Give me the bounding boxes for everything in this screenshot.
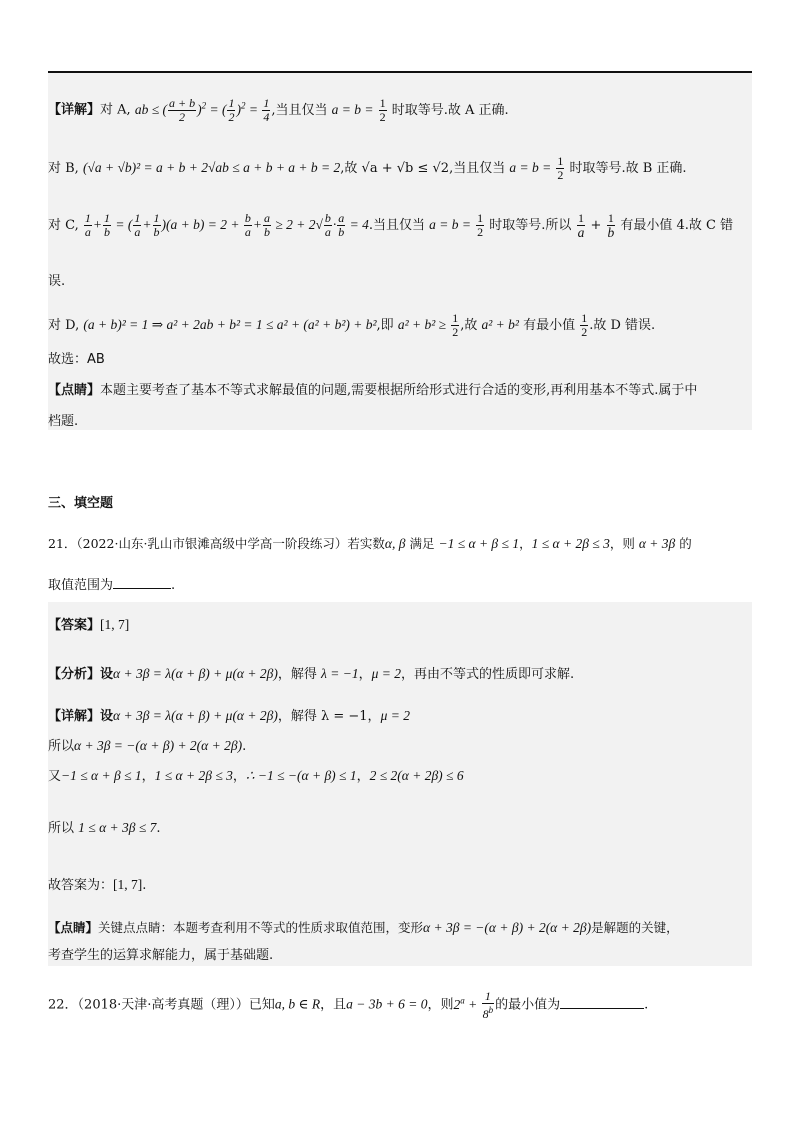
q20-line-c bbox=[48, 212, 733, 239]
also-deriv2: 2 ≤ 2(α + 2β) ≤ 6 bbox=[369, 768, 464, 783]
c-prefix: 对 C, bbox=[48, 218, 79, 233]
final-label: 故答案为： bbox=[48, 878, 114, 893]
comment-line-1 bbox=[48, 381, 697, 401]
also-cond1: −1 ≤ α + β ≤ 1 bbox=[61, 768, 142, 783]
analysis-tag: 【分析】设 bbox=[48, 667, 114, 682]
answer-tag: 【答案】 bbox=[48, 618, 101, 633]
q21-detail-line bbox=[48, 706, 410, 727]
d-suffix: ,即 a² + b² ≥ $\frac{1}{2}$ ,故 a² + b² 有最小值 $\frac{1}{2}$ .故 D 错误. bbox=[376, 311, 656, 339]
so2-label: 所以 bbox=[48, 821, 75, 836]
analysis-tail: ，再由不等式的性质即可求解. bbox=[401, 667, 575, 682]
so2-expression: 1 ≤ α + 3β ≤ 7 bbox=[78, 820, 157, 835]
detail-expression: α + 3β = λ(α + β) + μ(α + 2β) bbox=[113, 708, 278, 723]
a-prefix: 对 A, bbox=[100, 102, 131, 118]
section-title: 三、填空题 bbox=[48, 496, 114, 511]
q22-answer-blank[interactable] bbox=[560, 996, 644, 1009]
q22-then: ，则 bbox=[427, 997, 454, 1013]
so-expression: α + 3β = −(α + β) + 2(α + 2β) bbox=[74, 738, 243, 753]
q22-number: 22． bbox=[48, 997, 78, 1013]
q21-satisfy: 满足 bbox=[409, 536, 435, 551]
c-expression: $\frac{1}{a}$ + $\frac{1}{b}$ = ( $\frac{1}{a}$ + $\frac{1}{b}$ )(a + b) = 2 + $\frac{b}{a}$ + $\frac{a}{b}$ ≥ 2 + 2√ $\frac{b}{a}$ · $\frac{a}{b}$ = 4 bbox=[84, 211, 369, 240]
b-prefix: 对 B, bbox=[48, 161, 79, 176]
detail-solve: ，解得 λ = −1， bbox=[277, 709, 381, 724]
detail-tag: 【详解】 bbox=[48, 102, 101, 118]
q22-and: ，且 bbox=[320, 997, 347, 1013]
q21-of: 的 bbox=[679, 536, 692, 551]
d-prefix: 对 D, bbox=[48, 318, 80, 333]
q22-vars: a, b ∈ R bbox=[274, 996, 321, 1012]
comment-tag-q21: 【点睛】 bbox=[48, 920, 99, 935]
q21-so2-line: 所以 1 ≤ α + 3β ≤ 7. bbox=[48, 820, 161, 836]
c-suffix: .当且仅当 a = b = $\frac{1}{2}$ 时取等号.所以 $\frac{1}{a}$ + $\frac{1}{b}$ 有最小值 4.故 C 错 bbox=[368, 211, 734, 240]
q21-number: 21． bbox=[48, 536, 77, 551]
q21-then: ，则 bbox=[609, 536, 635, 551]
q22-expression: $2^a$ + $\frac{1}{8^b}$ bbox=[453, 989, 494, 1021]
q21-answer-line bbox=[48, 615, 129, 636]
answer-value: [1, 7] bbox=[100, 617, 130, 632]
q21-comment-line-2: 考查学生的运算求解能力，属于基础题. bbox=[48, 948, 274, 963]
q21-source: （2022·山东·乳山市银滩高级中学高一阶段练习）若实数 bbox=[76, 536, 385, 551]
q20-line-a bbox=[48, 95, 509, 124]
b-mid: ,故 √a + √b ≤ √2 bbox=[340, 161, 450, 176]
a-suffix: ,当且仅当 a = b = $\frac{1}{2}$ 时取等号.故 A 正确. bbox=[271, 95, 509, 124]
d-expression: (a + b)² = 1 ⇒ a² + 2ab + b² = 1 ≤ a² + (a² + b²) + b² bbox=[83, 317, 377, 332]
so-label: 所以 bbox=[48, 739, 75, 754]
comment-text: 本题主要考查了基本不等式求解最值的问题,需要根据所给形式进行合适的变形,再利用基本不等式.属于中 bbox=[100, 383, 698, 398]
c-continued: 误. bbox=[48, 274, 66, 289]
final-value: [1, 7] bbox=[113, 877, 143, 892]
q21-analysis-line: 【分析】设α + 3β = λ(α + β) + μ(α + 2β)，解得 λ = −1，μ = 2，再由不等式的性质即可求解. bbox=[48, 666, 575, 682]
q22-cond: a − 3b + 6 = 0 bbox=[346, 996, 428, 1012]
q22-source: （2018·天津·高考真题（理））已知 bbox=[77, 997, 275, 1013]
period: . bbox=[242, 739, 247, 754]
comment-text-a: 关键点点睛：本题考查利用不等式的性质求取值范围，变形 bbox=[98, 920, 424, 935]
q21-comment-line-1 bbox=[48, 918, 679, 938]
q22-stem: 22．（2018·天津·高考真题（理））已知a, b ∈ R，且a − 3b + 6 = 0，则$2^a$ + $\frac{1}{8^b}$ 的最小值为 . bbox=[48, 989, 649, 1021]
also-deriv1: ∴ −1 ≤ −(α + β) ≤ 1 bbox=[245, 768, 357, 783]
q21-range-text: 取值范围为 bbox=[48, 578, 114, 593]
b-suffix: ,当且仅当 a = b = $\frac{1}{2}$ 时取等号.故 B 正确. bbox=[449, 154, 687, 182]
analysis-expression: α + 3β = λ(α + β) + μ(α + 2β) bbox=[113, 666, 278, 681]
q20-line-d bbox=[48, 312, 655, 339]
also-cond2: 1 ≤ α + 2β ≤ 3 bbox=[154, 768, 233, 783]
q22-min-text: 的最小值为 bbox=[495, 997, 561, 1013]
mu-value: μ = 2 bbox=[371, 666, 401, 681]
comment-text-b: 是解题的关键， bbox=[591, 920, 679, 935]
q21-cond1: −1 ≤ α + β ≤ 1 bbox=[438, 536, 520, 551]
q21-target: α + 3β bbox=[638, 536, 676, 551]
detail-mu: μ = 2 bbox=[380, 708, 410, 723]
comment-tag: 【点睛】 bbox=[48, 383, 101, 398]
comment-expression: α + 3β = −(α + β) + 2(α + 2β) bbox=[423, 920, 592, 935]
q21-stem bbox=[48, 534, 692, 554]
lambda-value: λ = −1 bbox=[321, 666, 359, 681]
q21-cond2: 1 ≤ α + 2β ≤ 3 bbox=[531, 536, 610, 551]
also-label: 又 bbox=[48, 769, 62, 784]
q21-also-line: 又−1 ≤ α + β ≤ 1，1 ≤ α + 2β ≤ 3，∴ −1 ≤ −(α + β) ≤ 1，2 ≤ 2(α + 2β) ≤ 6 bbox=[48, 768, 464, 784]
answer-blank[interactable] bbox=[113, 576, 171, 589]
choice-line: 故选：AB bbox=[48, 352, 105, 367]
q21-so-line bbox=[48, 736, 246, 757]
solution-block-q20 bbox=[48, 73, 752, 430]
a-expression-visual: ab ≤ ( $\frac{a + b}{2}$ )$^2$ = ( $\frac{1}{2}$ )$^2$ = $\frac{1}{4}$ bbox=[134, 95, 270, 124]
q21-range-line: 取值范围为 . bbox=[48, 578, 176, 593]
q21-final-line: 故答案为：[1, 7]. bbox=[48, 877, 147, 893]
comment-line-2: 档题. bbox=[48, 414, 79, 429]
detail-tag-q21: 【详解】设 bbox=[48, 709, 114, 724]
q20-line-b bbox=[48, 155, 687, 182]
q21-sep: ， bbox=[519, 536, 532, 551]
q21-vars: α, β bbox=[384, 536, 406, 551]
b-expression: (√a + √b)² = a + b + 2√ab ≤ a + b + a + b = 2 bbox=[82, 160, 341, 175]
solve-label: ，解得 bbox=[277, 667, 317, 682]
